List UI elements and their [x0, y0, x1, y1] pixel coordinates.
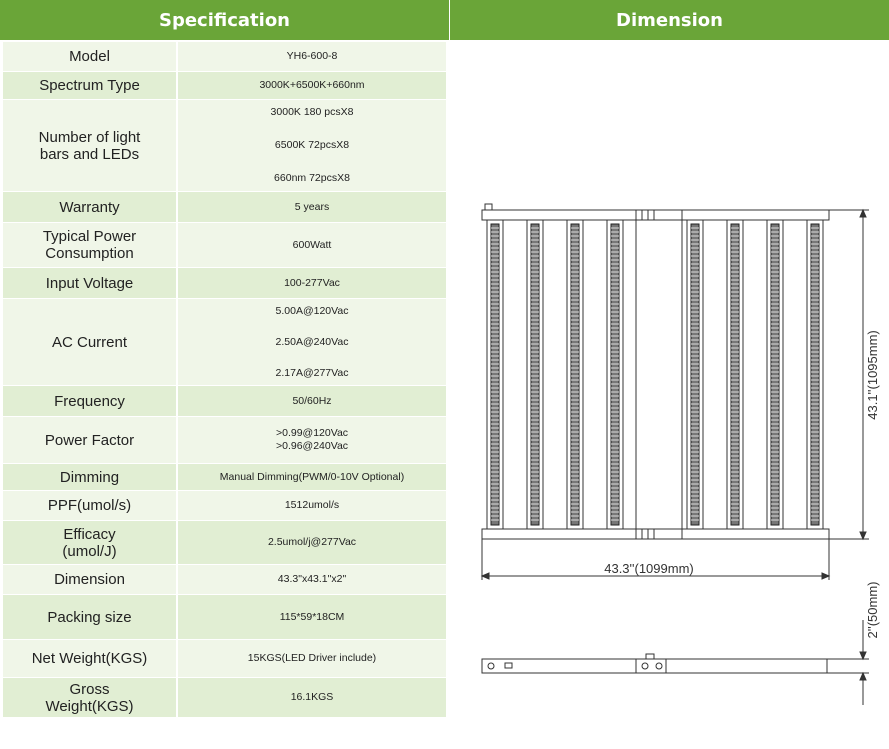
row-value: 43.3"x43.1"x2"	[177, 565, 447, 595]
table-row	[3, 678, 447, 718]
value-line: >0.99@120Vac	[275, 427, 349, 439]
row-label: Model	[3, 42, 178, 72]
row-label: Packing size	[3, 595, 178, 640]
value-line: 2.17A@277Vac	[275, 366, 349, 379]
table-row	[3, 417, 447, 464]
row-label: Input Voltage	[3, 268, 178, 299]
value-line: 660nm 72pcsX8	[274, 172, 350, 184]
row-label: Typical Power Consumption	[3, 223, 178, 268]
table-row	[3, 100, 447, 192]
row-value	[177, 100, 447, 192]
table-row	[3, 521, 447, 565]
depth-dimension-label: 2''(50mm)	[865, 581, 880, 639]
row-value: 1512umol/s	[177, 491, 447, 521]
row-label: Efficacy (umol/J)	[3, 521, 178, 565]
row-label: Net Weight(KGS)	[3, 640, 178, 678]
row-label: Dimension	[3, 565, 178, 595]
dimension-drawing	[449, 40, 889, 749]
row-label: AC Current	[3, 299, 178, 386]
row-value: 100-277Vac	[177, 268, 447, 299]
row-value: YH6-600-8	[177, 42, 447, 72]
row-value: 115*59*18CM	[177, 595, 447, 640]
top-rail	[482, 210, 829, 220]
row-label: Frequency	[3, 386, 178, 417]
table-row	[3, 464, 447, 491]
table-row	[3, 595, 447, 640]
side-view	[482, 654, 827, 673]
row-label: Dimming	[3, 464, 178, 491]
light-bars	[487, 220, 823, 529]
row-label: Number of light bars and LEDs	[3, 100, 178, 192]
row-label: Warranty	[3, 192, 178, 223]
row-value: 600Watt	[177, 223, 447, 268]
specification-title: Specification	[158, 9, 290, 31]
width-dimension-label: 43.3''(1099mm)	[604, 561, 694, 576]
dimension-header	[449, 0, 889, 40]
top-connector	[485, 204, 492, 210]
specification-table	[2, 41, 447, 718]
value-line: 2.50A@240Vac	[275, 335, 349, 348]
table-row	[3, 640, 447, 678]
specification-header	[0, 0, 449, 40]
dimension-drawing-panel	[449, 40, 889, 749]
value-line: 6500K 72pcsX8	[274, 139, 350, 151]
row-label: Gross Weight(KGS)	[3, 678, 178, 718]
table-row	[3, 72, 447, 100]
table-row	[3, 386, 447, 417]
row-value: 15KGS(LED Driver include)	[177, 640, 447, 678]
table-row	[3, 299, 447, 386]
table-row	[3, 491, 447, 521]
row-value: 5 years	[177, 192, 447, 223]
row-label: PPF(umol/s)	[3, 491, 178, 521]
row-value	[177, 299, 447, 386]
table-row	[3, 192, 447, 223]
value-line: >0.96@240Vac	[275, 440, 349, 452]
bottom-rail	[482, 529, 829, 539]
row-value: 3000K+6500K+660nm	[177, 72, 447, 100]
row-value: Manual Dimming(PWM/0-10V Optional)	[177, 464, 447, 491]
table-row	[3, 565, 447, 595]
center-driver	[636, 210, 682, 539]
row-value	[177, 417, 447, 464]
height-dimension-label: 43.1''(1095mm)	[865, 330, 880, 420]
row-value: 50/60Hz	[177, 386, 447, 417]
table-row	[3, 42, 447, 72]
value-line: 5.00A@120Vac	[275, 304, 349, 317]
table-row	[3, 268, 447, 299]
row-label: Spectrum Type	[3, 72, 178, 100]
row-label: Power Factor	[3, 417, 178, 464]
dimension-title: Dimension	[616, 9, 723, 31]
row-value: 2.5umol/j@277Vac	[177, 521, 447, 565]
row-value: 16.1KGS	[177, 678, 447, 718]
table-row	[3, 223, 447, 268]
value-line: 3000K 180 pcsX8	[270, 106, 354, 118]
